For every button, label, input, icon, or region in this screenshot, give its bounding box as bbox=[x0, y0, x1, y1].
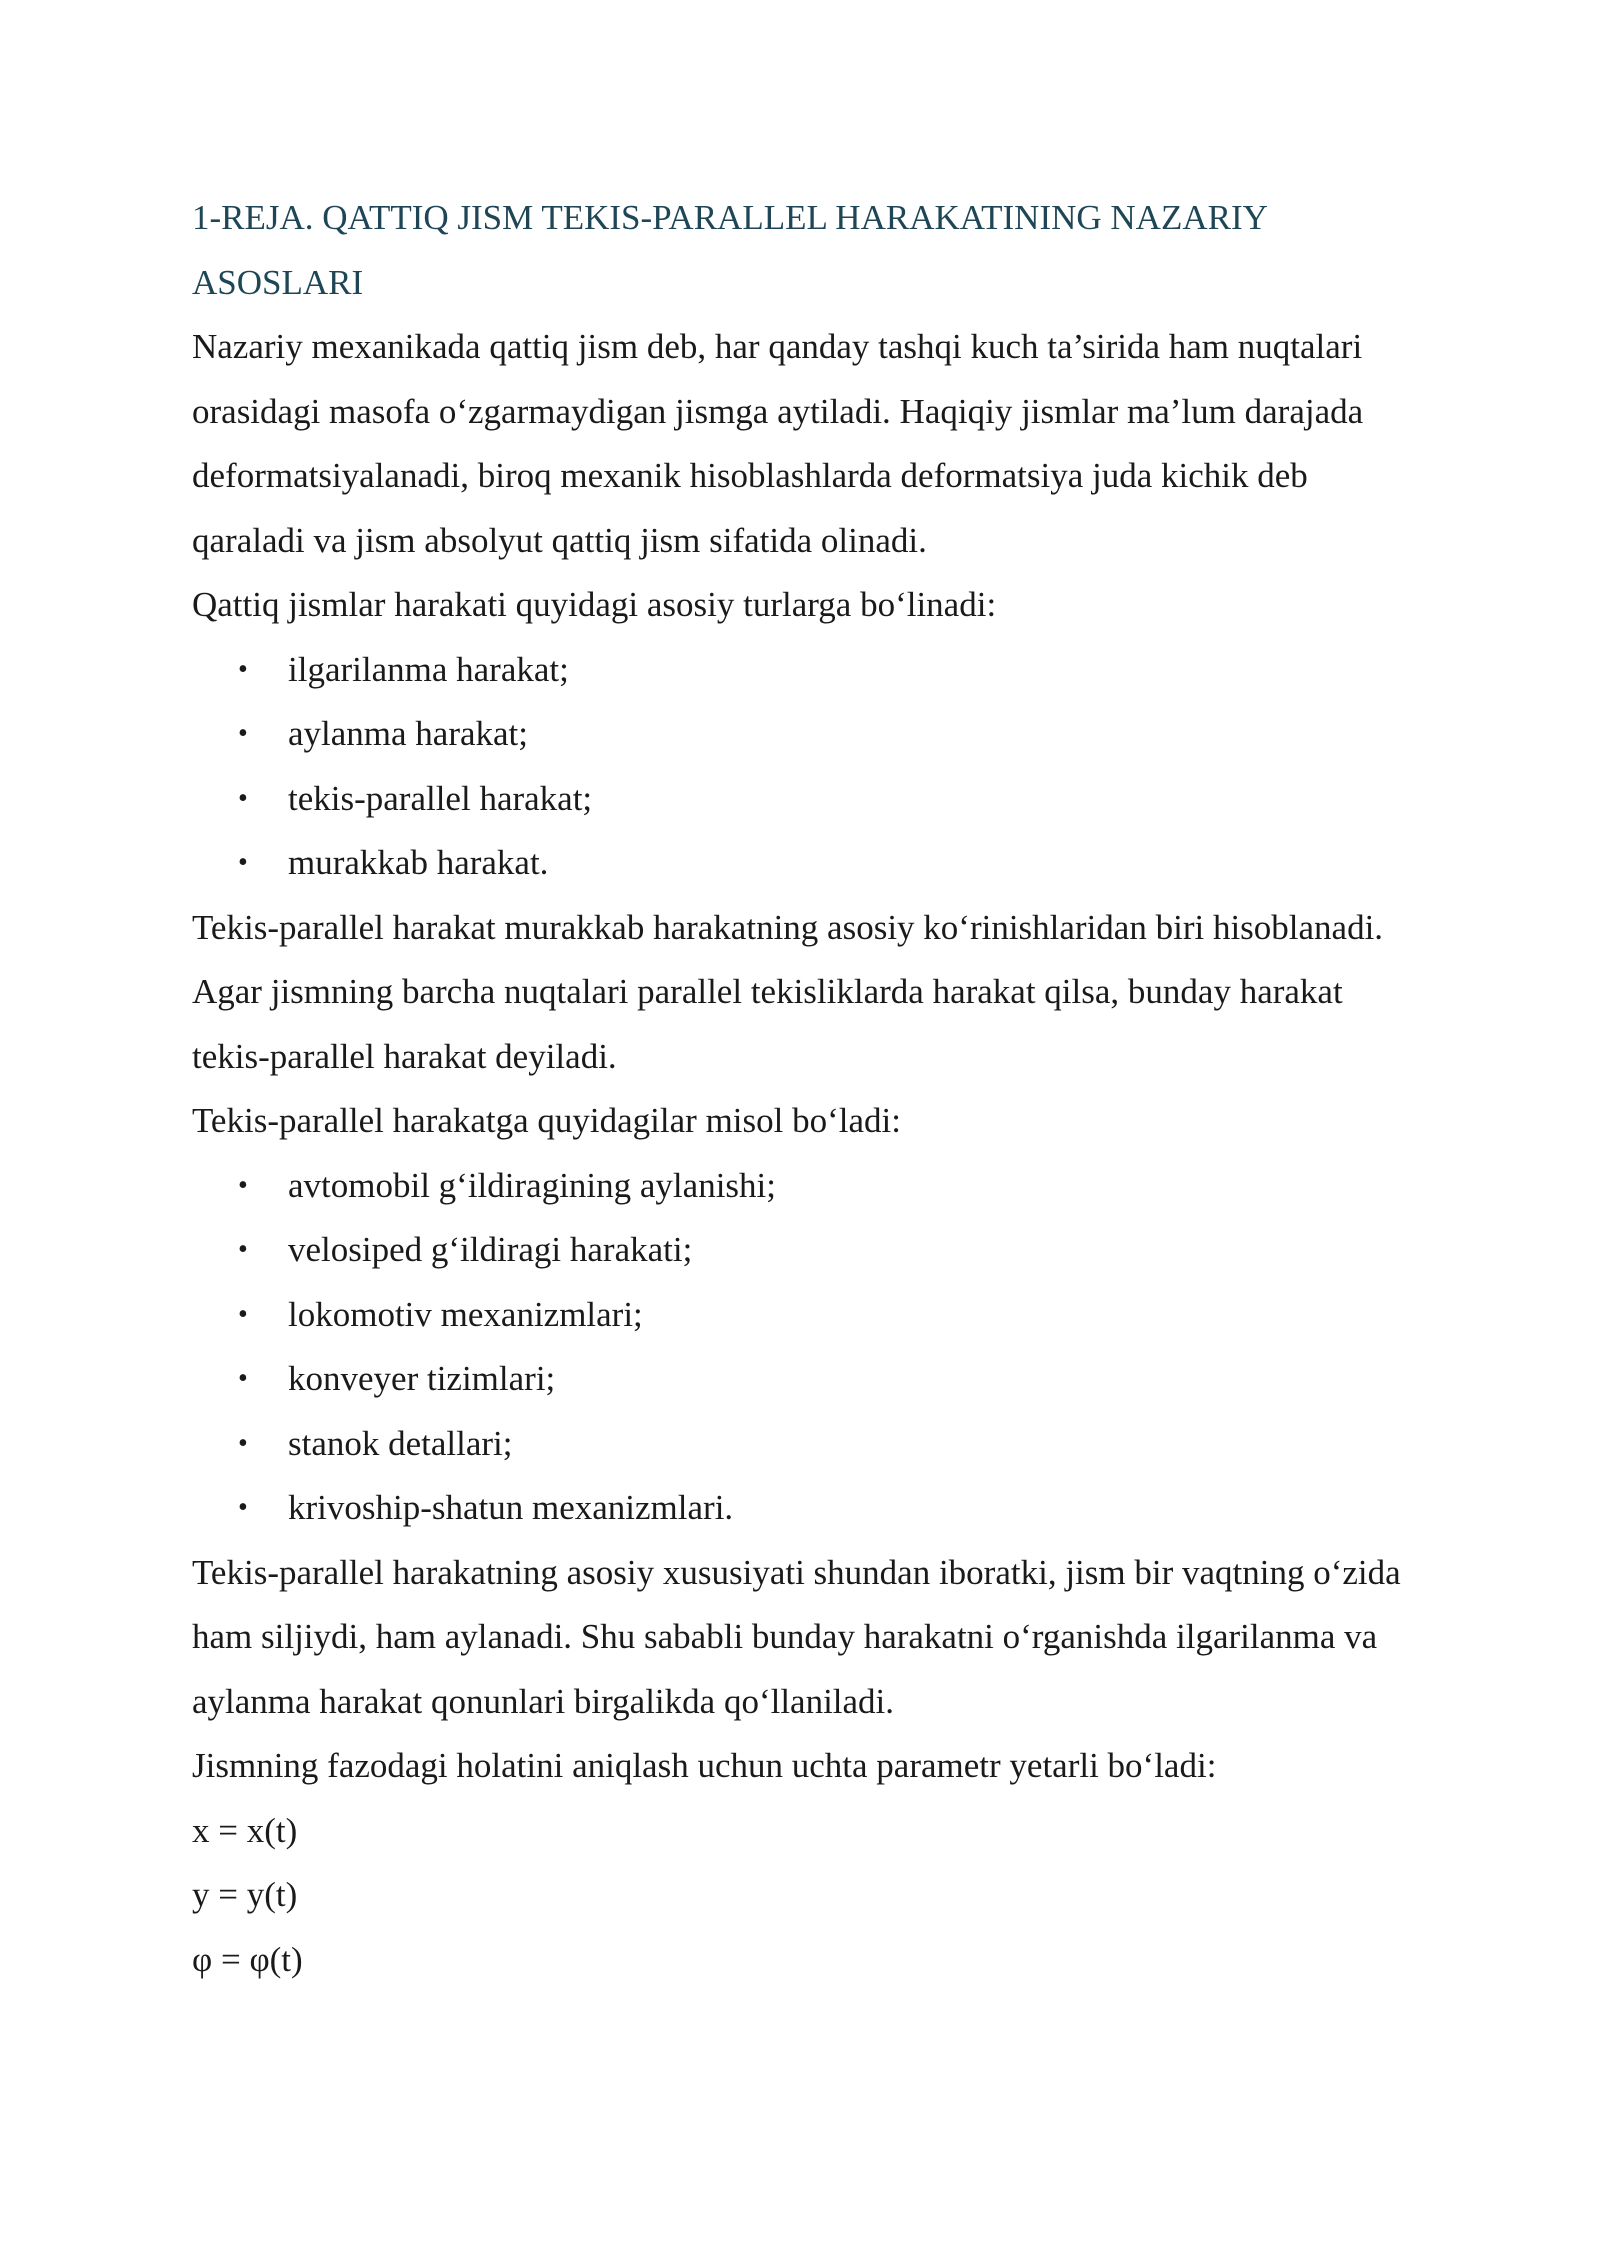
list-item: • aylanma harakat; bbox=[192, 702, 1422, 767]
list-item: • stanok detallari; bbox=[192, 1412, 1422, 1477]
paragraph-examples-intro: Tekis-parallel harakatga quyidagilar misol bo‘ladi: bbox=[192, 1101, 901, 1140]
formula-phi: φ = φ(t) bbox=[192, 1939, 303, 1979]
bullet-icon: • bbox=[238, 1234, 248, 1265]
list-item: • lokomotiv mexanizmlari; bbox=[192, 1283, 1422, 1348]
list-item: • konveyer tizimlari; bbox=[192, 1347, 1422, 1412]
formula-y: y = y(t) bbox=[192, 1875, 298, 1914]
bullet-icon: • bbox=[238, 1298, 248, 1330]
bullet-icon: • bbox=[238, 1363, 248, 1394]
list-item: • velosiped g‘ildiragi harakati; bbox=[192, 1218, 1422, 1283]
section-heading: 1-REJA. QATTIQ JISM TEKIS-PARALLEL HARAKATINING NAZARIY ASOSLARI bbox=[192, 198, 1267, 302]
bullet-icon: • bbox=[238, 1427, 248, 1459]
formula-x: x = x(t) bbox=[192, 1810, 298, 1850]
paragraph-main-property: Tekis-parallel harakatning asosiy xususiyati shundan iboratki, jism bir vaqtning o‘zida ham siljiydi, ham aylanadi. Shu sababli bunday harakatni o‘rganishda ilgarilanma va aylanma harakat qonunlari birgalikda qo‘llaniladi. bbox=[192, 1552, 1401, 1721]
bullet-icon: • bbox=[238, 1492, 248, 1523]
list-item: • tekis-parallel harakat; bbox=[192, 767, 1422, 832]
list-item: • ilgarilanma harakat; bbox=[192, 638, 1422, 703]
list-item: • avtomobil g‘ildiragining aylanishi; bbox=[192, 1154, 1422, 1219]
paragraph-definition: Nazariy mexanikada qattiq jism deb, har qanday tashqi kuch ta’sirida ham nuqtalari orasidagi masofa o‘zgarmaydigan jismga aytiladi. Haqiqiy jismlar ma’lum darajada deformatsiyalanadi, biroq mexanik hisoblashlarda deformatsiya juda kichik deb qaraladi va jism absolyut qattiq jism sifatida olinadi. bbox=[192, 327, 1364, 560]
bullet-icon: • bbox=[238, 782, 248, 814]
paragraph-plane-parallel-definition: Tekis-parallel harakat murakkab harakatning asosiy ko‘rinishlaridan biri hisoblanadi. Agar jismning barcha nuqtalari parallel tekisliklarda harakat qilsa, bunday harakat tekis-parallel harakat deyiladi. bbox=[192, 907, 1384, 1076]
bullet-icon: • bbox=[238, 847, 248, 878]
bullet-icon: • bbox=[238, 718, 248, 749]
document-page bbox=[192, 186, 1422, 1992]
bullet-icon: • bbox=[238, 1169, 248, 1201]
bullet-icon: • bbox=[238, 653, 248, 685]
motion-types-list bbox=[192, 638, 1422, 896]
list-item: • murakkab harakat. bbox=[192, 831, 1422, 896]
paragraph-motion-types-intro: Qattiq jismlar harakati quyidagi asosiy turlarga bo‘linadi: bbox=[192, 585, 997, 624]
list-item: • krivoship-shatun mexanizmlari. bbox=[192, 1476, 1422, 1541]
examples-list bbox=[192, 1154, 1422, 1541]
paragraph-parameters-intro: Jismning fazodagi holatini aniqlash uchun uchta parametr yetarli bo‘ladi: bbox=[192, 1746, 1217, 1785]
